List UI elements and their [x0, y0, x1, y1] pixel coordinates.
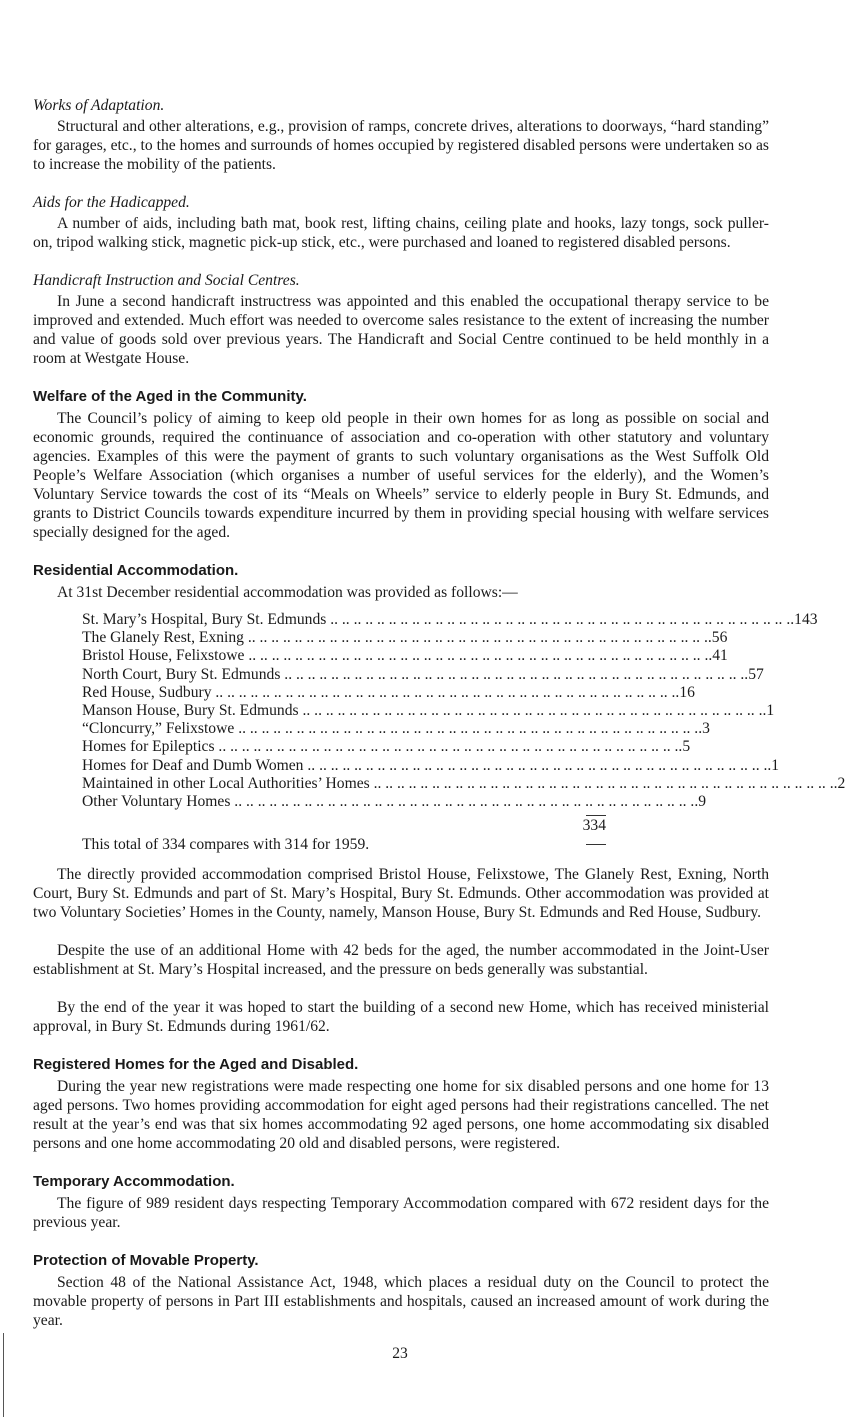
row-name: Homes for Deaf and Dumb Women .. .. .. .. .. .. .. .. .. .. .. .. .. .. .. .. .. .. .. .. .. .. .. .. .. .. .. .. .. .. .. .. .. .. .. .. .. .. .. .. — [82, 756, 772, 774]
table-row — [82, 792, 707, 811]
section-handicraft — [33, 271, 769, 368]
section-heading: Registered Homes for the Aged and Disabled. — [33, 1056, 359, 1074]
section-movable-property — [33, 1251, 769, 1330]
section-paragraph: Structural and other alterations, e.g., provision of ramps, concrete drives, alterations to doorways, “hard standing” for garages, etc., to the homes and surrounds of homes occupied by registered disabled persons were undertaken so as to increase the mobility of the patients. — [33, 118, 769, 173]
accommodation-table — [82, 611, 845, 811]
section-heading: Temporary Accommodation. — [33, 1173, 235, 1191]
table-row — [82, 774, 845, 793]
section-paragraph: During the year new registrations were made respecting one home for six disabled persons and one home for 13 aged persons. Two homes providing accommodation for eight aged persons had their registrations cancelled. The net result at the year’s end was that six homes accommodating 92 aged persons, one home accommodating six disabled persons and one home accommodating 20 old and disabled persons, were registered. — [33, 1078, 769, 1153]
section-paragraph: The Council’s policy of aiming to keep old people in their own homes for as long as possible on social and economic grounds, required the continuance of association and co-operation with other statutory and voluntary agencies. Examples of this were the payment of grants to such voluntary organisations as the West Suffolk Old People’s Welfare Association (which organises a number of useful services for the elderly), and the Women’s Voluntary Service towards the cost of its “Meals on Wheels” service to elderly people in Bury St. Edmunds, and grants to District Councils towards expenditure incurred by them in providing special housing with welfare services specially designed for the aged. — [33, 410, 769, 541]
page-number: 23 — [392, 1345, 408, 1362]
table-row — [82, 647, 728, 665]
row-name: Maintained in other Local Authorities’ Homes .. .. .. .. .. .. .. .. .. .. .. .. .. .. .. .. .. .. .. .. .. .. .. .. .. .. .. .. .. .. .. .. .. .. .. .. .. .. .. .. — [82, 774, 838, 792]
table-row — [82, 738, 691, 756]
total-block — [33, 811, 606, 857]
section-registered-homes — [33, 1055, 769, 1153]
scan-margin-line — [3, 1333, 4, 1417]
section-paragraph: The directly provided accommodation comprised Bristol House, Felixstowe, The Glanely Rest, Exning, North Court, Bury St. Edmunds and part of St. Mary’s Hospital, Bury St. Edmunds. Other accommodation was provided at two Voluntary Societies’ Homes in the County, namely, Manson House, Bury St. Edmunds and Red House, Sudbury. — [33, 866, 769, 922]
row-name: Red House, Sudbury .. .. .. .. .. .. .. .. .. .. .. .. .. .. .. .. .. .. .. .. .. .. .. .. .. .. .. .. .. .. .. .. .. .. .. .. .. .. .. .. — [82, 683, 680, 701]
section-paragraph: The figure of 989 resident days respecting Temporary Accommodation compared with 672 resident days for the previous year. — [33, 1195, 769, 1232]
row-name: Manson House, Bury St. Edmunds .. .. .. .. .. .. .. .. .. .. .. .. .. .. .. .. .. .. .. .. .. .. .. .. .. .. .. .. .. .. .. .. .. .. .. .. .. .. .. .. — [82, 701, 767, 719]
row-value: 3 — [702, 720, 710, 738]
row-name: Homes for Epileptics .. .. .. .. .. .. .. .. .. .. .. .. .. .. .. .. .. .. .. .. .. .. .. .. .. .. .. .. .. .. .. .. .. .. .. .. .. .. .. .. — [82, 738, 683, 756]
section-residential — [33, 561, 845, 1036]
row-value: 2 — [837, 774, 845, 792]
section-paragraph: Section 48 of the National Assistance Act, 1948, which places a residual duty on the Council to protect the movable property of persons in Part III establishments and hospitals, caused an increased amount of work during the year. — [33, 1274, 769, 1330]
table-row — [82, 665, 764, 684]
row-value: 143 — [794, 611, 818, 628]
row-name: Other Voluntary Homes .. .. .. .. .. .. .. .. .. .. .. .. .. .. .. .. .. .. .. .. .. .. .. .. .. .. .. .. .. .. .. .. .. .. .. .. .. .. .. .. — [82, 792, 699, 810]
row-name: The Glanely Rest, Exning .. .. .. .. .. .. .. .. .. .. .. .. .. .. .. .. .. .. .. .. .. .. .. .. .. .. .. .. .. .. .. .. .. .. .. .. .. .. .. .. — [82, 629, 712, 647]
section-heading: Residential Accommodation. — [33, 562, 239, 579]
row-value: 9 — [698, 792, 707, 810]
row-value: 57 — [748, 665, 764, 683]
section-paragraph: By the end of the year it was hoped to start the building of a second new Home, which has received ministerial approval, in Bury St. Edmunds during 1961/62. — [33, 999, 769, 1036]
row-value: 5 — [682, 738, 691, 756]
section-paragraph: A number of aids, including bath mat, book rest, lifting chains, ceiling plate and hooks, lazy tongs, sock puller-on, tripod walking stick, magnetic pick-up stick, etc., were purchased and loaned to registered disabled persons. — [33, 215, 769, 251]
section-heading: Works of Adaptation. — [33, 97, 165, 114]
row-value: 1 — [766, 701, 775, 719]
section-heading: Aids for the Hadicapped. — [33, 194, 190, 211]
section-intro: At 31st December residential accommodation was provided as follows:— — [57, 584, 518, 601]
page-content — [33, 96, 845, 1349]
row-value: 41 — [712, 647, 728, 665]
row-name: St. Mary’s Hospital, Bury St. Edmunds .. .. .. .. .. .. .. .. .. .. .. .. .. .. .. .. .. .. .. .. .. .. .. .. .. .. .. .. .. .. .. .. .. .. .. .. .. .. .. .. — [82, 611, 795, 628]
total-value: 334 — [582, 817, 606, 835]
section-paragraph: In June a second handicraft instructress was appointed and this enabled the occupational therapy service to be improved and extended. Much effort was needed to overcome sales resistance to the extent of increasing the number and value of goods sold over previous years. The Handicraft and Social Centre continued to be held monthly in a room at Westgate House. — [33, 293, 769, 367]
row-name: North Court, Bury St. Edmunds .. .. .. .. .. .. .. .. .. .. .. .. .. .. .. .. .. .. .. .. .. .. .. .. .. .. .. .. .. .. .. .. .. .. .. .. .. .. .. .. — [82, 665, 749, 683]
row-value: 16 — [679, 683, 695, 701]
section-temporary — [33, 1172, 769, 1232]
table-row — [82, 611, 818, 629]
total-rule-bottom — [586, 844, 606, 845]
section-heading: Protection of Movable Property. — [33, 1252, 259, 1270]
row-value: 56 — [711, 629, 728, 647]
section-paragraph: Despite the use of an additional Home with 42 beds for the aged, the number accommodated in the Joint-User establishment at St. Mary’s Hospital increased, and the pressure on beds generally was substantial. — [33, 942, 769, 979]
section-heading: Handicraft Instruction and Social Centres. — [33, 272, 300, 289]
section-welfare-aged — [33, 387, 769, 542]
table-row — [82, 720, 710, 738]
section-aids — [33, 193, 769, 252]
table-row — [82, 683, 695, 702]
table-row — [82, 756, 780, 775]
table-row — [82, 701, 775, 720]
row-value: 1 — [771, 756, 780, 774]
row-name: “Cloncurry,” Felixstowe .. .. .. .. .. .. .. .. .. .. .. .. .. .. .. .. .. .. .. .. .. .. .. .. .. .. .. .. .. .. .. .. .. .. .. .. .. .. .. .. — [82, 720, 703, 738]
total-comparison: This total of 334 compares with 314 for 1959. — [82, 836, 370, 854]
table-row — [82, 629, 728, 647]
section-heading: Welfare of the Aged in the Community. — [33, 388, 307, 405]
row-name: Bristol House, Felixstowe .. .. .. .. .. .. .. .. .. .. .. .. .. .. .. .. .. .. .. .. .. .. .. .. .. .. .. .. .. .. .. .. .. .. .. .. .. .. .. .. — [82, 647, 713, 665]
section-works-of-adaptation — [33, 96, 769, 174]
